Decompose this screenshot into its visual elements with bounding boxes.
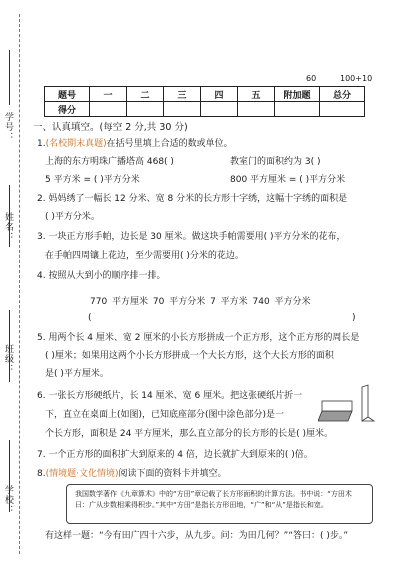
class-label: 班级：	[3, 344, 13, 374]
q7-line-1: 7. 一个正方形的面积扩大到原来的 4 倍，边长就扩大到原来的( )倍。	[37, 450, 313, 460]
question-number: 1.	[37, 139, 46, 149]
school-label: 学校：	[3, 485, 13, 515]
card-flat-part	[322, 401, 352, 411]
q1-line-2b: 800 平方厘米 = ( )平方分米	[230, 175, 346, 185]
score-header-cell: 附加题	[275, 87, 320, 102]
score-cell[interactable]	[320, 102, 365, 117]
question-tag: (名校期末真题)	[45, 139, 107, 149]
score-cell[interactable]	[164, 102, 201, 117]
question-number: 8.	[37, 469, 46, 479]
score-header-cell: 题号	[45, 87, 90, 102]
question-8-heading	[37, 468, 227, 480]
info-card: 我国数学著作《九章算术》中的“方田”章记载了长方形面积的计算方法。书中说：“方田术曰：广从步数相乘得积步。”其中“方田”是指长方形田地，“广”和“从”是指长和宽。	[66, 484, 373, 524]
q6-line-3: 个长方形，面积是 24 平方厘米，那么直立部分的长方形的长是( )厘米。	[45, 429, 334, 439]
name-label: 姓名：	[3, 212, 13, 242]
q3-line-1: 3. 一块正方形手帕，边长是 30 厘米。做这块手帕需要用( )平方分米的花布，	[37, 232, 346, 242]
score-header-cell: 总分	[320, 87, 365, 102]
card-base-shaded	[318, 411, 352, 421]
score-row-label: 得分	[45, 102, 90, 117]
q4-paren-left: (	[88, 313, 92, 323]
q1-line-1b: 教室门的面积约为 3( )	[230, 157, 321, 167]
seat-line	[9, 50, 10, 105]
question-text: 阅读下面的资料卡并填空。	[118, 469, 227, 479]
question-1-heading	[37, 138, 233, 150]
q4-paren-right: )	[352, 313, 356, 323]
question-tag: (情境题·文化情境)	[45, 469, 119, 479]
score-header-cell: 一	[90, 87, 127, 102]
q6-line-2: 下，直立在桌面上(如图)，已知底座部分(图中涂色部分)是一	[45, 410, 285, 420]
binding-line	[19, 14, 20, 554]
score-table	[44, 86, 365, 117]
q5-line-1: 5. 用两个长 4 厘米、宽 2 厘米的小长方形拼成一个正方形，这个正方形的周长是	[37, 333, 360, 343]
score-header-cell: 二	[127, 87, 164, 102]
score-cell[interactable]	[90, 102, 127, 117]
q1-line-1a: 上海的东方明珠广播塔高 468( )	[45, 157, 174, 167]
folded-card-figure	[318, 383, 380, 425]
score-cell[interactable]	[201, 102, 238, 117]
score-cell[interactable]	[127, 102, 164, 117]
score-note-left: 60	[306, 74, 317, 83]
seat-label: 学号：	[3, 112, 13, 142]
q5-line-3: 是( )平方厘米。	[45, 369, 109, 379]
q6-line-1: 6. 一张长方形硬纸片，长 14 厘米、宽 6 厘米。把这张硬纸片折一	[37, 391, 303, 401]
score-cell[interactable]	[275, 102, 320, 117]
q3-line-2: 在手帕四周镶上花边，至少需要用( )分米的花边。	[45, 251, 244, 261]
score-table-score-row	[45, 102, 365, 117]
q2-line-2: ( )平方分米。	[45, 212, 100, 222]
q5-line-2: ( )厘米；如果用这两个小长方形拼成一个大长方形，这个大长方形的面积	[45, 351, 334, 361]
score-table-header-row	[45, 87, 365, 102]
score-header-cell: 三	[164, 87, 201, 102]
question-text: 在括号里填上合适的数或单位。	[106, 139, 233, 149]
card-upright-part	[362, 385, 368, 421]
section-title: 一、认真填空。(每空 2 分,共 30 分)	[33, 122, 188, 133]
score-note-right: 100+10	[340, 74, 373, 83]
q4-line-1: 4. 按照从大到小的顺序排一排。	[37, 271, 166, 281]
q4-units: 770 平方厘米 70 平方分米 7 平方米 740 平方分米	[90, 297, 311, 307]
score-cell[interactable]	[238, 102, 275, 117]
q8-last-line: 有这样一题：“今有田广四十六步，从九步。问：为田几何？”“答曰：( )步。”	[45, 531, 349, 541]
q2-line-1: 2. 妈妈绣了一幅长 12 分米、宽 8 分米的长方形十字绣，这幅十字绣的面积是	[37, 194, 348, 204]
score-header-cell: 四	[201, 87, 238, 102]
q1-line-2a: 5 平方米 = ( )平方分米	[45, 175, 140, 185]
score-header-cell: 五	[238, 87, 275, 102]
